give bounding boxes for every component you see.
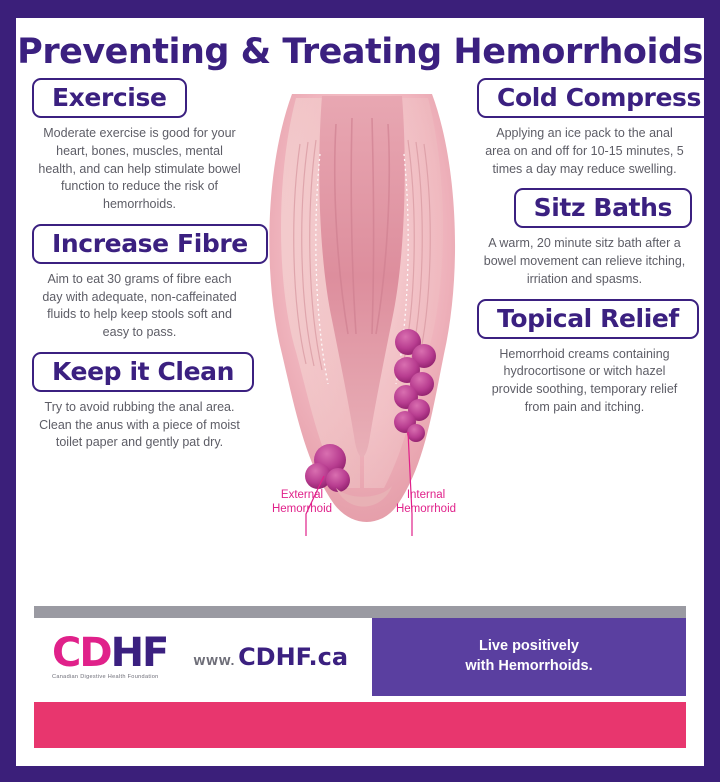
tip-cold-compress [477,78,702,178]
tip-topical-relief-header [477,299,699,339]
tip-increase-fibre-label: Increase Fibre [52,228,248,258]
callout-external-hemorrhoid [252,488,352,517]
website-domain: CDHF.ca [238,643,349,671]
poster-inner [16,18,704,766]
anal-canal-diagram-svg [256,84,468,554]
tip-exercise [32,78,247,214]
cdhf-logo [52,630,168,680]
tip-exercise-header [32,78,187,118]
callout-internal-line2: Hemorrhoid [395,503,457,516]
tip-sitz-baths-label: Sitz Baths [533,193,672,223]
diagram-callouts [252,488,476,517]
tip-increase-fibre-body: Aim to eat 30 grams of fibre each day with adequate, non-caffeinated fluids to help keep stools soft and easy to pass. [42,271,237,339]
tip-increase-fibre [32,224,247,342]
tip-keep-it-clean-header [32,352,254,392]
footer-tagline [372,618,686,696]
tip-keep-it-clean-label: Keep it Clean [52,356,235,386]
tip-cold-compress-label: Cold Compress [497,83,702,112]
cdhf-logo-text [52,630,168,676]
callout-external-line1: External [280,489,324,501]
website-prefix: WWW. [193,655,236,668]
callout-internal-hemorrhoid [376,488,476,517]
tip-topical-relief-body: Hemorrhoid creams containing hydrocortisone or witch hazel provide soothing, temporary relief from pain and itching. [491,346,678,414]
footer-pink-bar [34,702,686,748]
callout-external-line2: Hemorrhoid [271,503,333,516]
tip-cold-compress-header [477,78,704,118]
anatomy-illustration [256,84,468,554]
callout-internal-line1: Internal [406,489,446,501]
tip-topical-relief-label: Topical Relief [497,303,679,333]
tip-cold-compress-body: Applying an ice pack to the anal area on and off for 10-15 minutes, 5 times a day may reduce swelling. [485,126,684,176]
tip-increase-fibre-header [32,224,268,264]
website-link[interactable] [193,643,348,671]
tagline-line-2: with Hemorrhoids. [465,658,593,674]
footer-brand [34,618,372,696]
tip-topical-relief [477,299,692,417]
tip-keep-it-clean-body: Try to avoid rubbing the anal area. Clean the anus with a piece of moist toilet paper and gently pat dry. [39,399,240,450]
page-title: Preventing & Treating Hemorrhoids [17,32,703,72]
tip-sitz-baths-header [514,188,692,228]
cdhf-logo-hf: HF [110,630,168,676]
footer-main [34,618,686,696]
tip-sitz-baths-body: A warm, 20 minute sitz bath after a bowel movement can relieve itching, irriation and spasms. [483,236,686,286]
tip-sitz-baths [477,188,692,288]
cdhf-logo-cd: CD [52,630,111,676]
footer [16,606,704,766]
right-column [477,78,702,427]
footer-divider [34,606,686,618]
left-column [32,78,247,462]
tip-exercise-label: Exercise [52,83,167,112]
tagline-line-1: Live positively [479,638,579,655]
tip-exercise-body: Moderate exercise is good for your heart, bones, muscles, mental health, and can help stimulate bowel function to reduce the risk of hemorrhoids. [38,126,241,211]
tips-columns [16,78,704,598]
tip-keep-it-clean [32,352,247,452]
cdhf-logo-subtitle: Canadian Digestive Health Foundation [52,674,159,680]
